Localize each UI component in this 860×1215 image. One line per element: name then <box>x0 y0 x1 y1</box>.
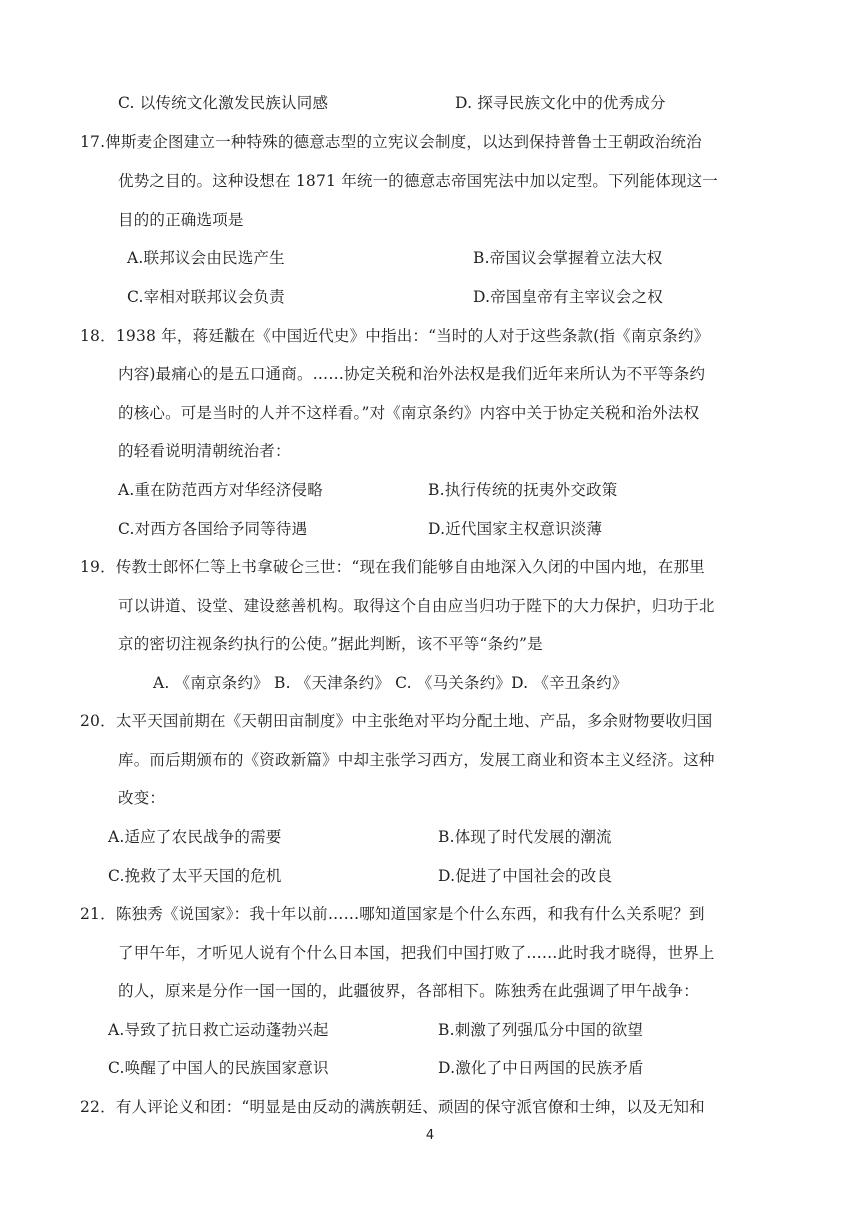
text-line: D.促进了中国社会的改良 <box>438 867 613 885</box>
text-line: A.适应了农民战争的需要 <box>108 828 282 846</box>
text-line: C. 以传统文化激发民族认同感 <box>118 94 329 112</box>
text-line: A.联邦议会由民选产生 <box>127 249 285 267</box>
text-line: B.执行传统的抚夷外交政策 <box>428 481 618 499</box>
text-line: 库。而后期颁布的《资政新篇》中却主张学习西方，发展工商业和资本主义经济。这种 <box>118 751 715 769</box>
text-line: B.刺激了列强瓜分中国的欲望 <box>438 1021 644 1039</box>
text-line: 京的密切注视条约执行的公使。”据此判断，该不平等“条约”是 <box>118 635 543 653</box>
text-line: 了甲午年，才听见人说有个什么日本国，把我们中国打败了……此时我才晓得，世界上 <box>118 944 715 962</box>
text-line: A.导致了抗日救亡运动蓬勃兴起 <box>108 1021 329 1039</box>
text-line: C.宰相对联邦议会负责 <box>127 288 285 306</box>
text-line: C.挽救了太平天国的危机 <box>108 867 282 885</box>
text-line: 优势之目的。这种设想在 1871 年统一的德意志帝国宪法中加以定型。下列能体现这一 <box>118 172 719 190</box>
text-line: D.帝国皇帝有主宰议会之权 <box>473 288 663 306</box>
text-line: 的人，原来是分作一国一国的，此疆彼界，各部相下。陈独秀在此强调了甲午战争： <box>118 982 699 1000</box>
text-line: 的核心。可是当时的人并不这样看。”对《南京条约》内容中关于协定关税和治外法权 <box>118 404 700 422</box>
text-line: 17.俾斯麦企图建立一种特殊的德意志型的立宪议会制度，以达到保持普鲁士王朝政治统治 <box>80 133 702 151</box>
text-line: 目的的正确选项是 <box>118 211 244 229</box>
text-line: 18．1938 年，蒋廷黻在《中国近代史》中指出：“当时的人对于这些条款(指《南京条约》 <box>80 327 710 345</box>
text-line: D.近代国家主权意识淡薄 <box>428 520 603 538</box>
text-line: A.重在防范西方对华经济侵略 <box>118 481 323 499</box>
text-line: 19．传教士郎怀仁等上书拿破仑三世：“现在我们能够自由地深入久闭的中国内地，在那里 <box>80 558 705 576</box>
text-line: C.唤醒了中国人的民族国家意识 <box>108 1059 329 1077</box>
text-line: 内容)最痛心的是五口通商。……协定关税和治外法权是我们近年来所认为不平等条约 <box>118 365 706 383</box>
text-line: 22．有人评论义和团：“明显是由反动的满族朝廷、顽固的保守派官僚和士绅，以及无知和 <box>80 1098 705 1116</box>
text-line: A. 《南京条约》 B. 《天津条约》 C. 《马关条约》D. 《辛丑条约》 <box>153 674 628 692</box>
text-line: 改变： <box>118 789 166 807</box>
text-line: B.帝国议会掌握着立法大权 <box>473 249 663 267</box>
page-number: 4 <box>425 1128 435 1143</box>
text-line: D.激化了中日两国的民族矛盾 <box>438 1059 644 1077</box>
text-line: 可以讲道、设堂、建设慈善机构。取得这个自由应当归功于陛下的大力保护，归功于北 <box>118 597 715 615</box>
text-line: 的轻看说明清朝统治者： <box>118 442 291 460</box>
text-line: 21．陈独秀《说国家》：我十年以前……哪知道国家是个什么东西，和我有什么关系呢？到 <box>80 905 705 923</box>
text-line: C.对西方各国给予同等待遇 <box>118 520 308 538</box>
text-line: 20．太平天国前期在《天朝田亩制度》中主张绝对平均分配土地、产品，多余财物要收归国 <box>80 712 713 730</box>
text-line: D. 探寻民族文化中的优秀成分 <box>455 94 666 112</box>
text-line: B.体现了时代发展的潮流 <box>438 828 612 846</box>
